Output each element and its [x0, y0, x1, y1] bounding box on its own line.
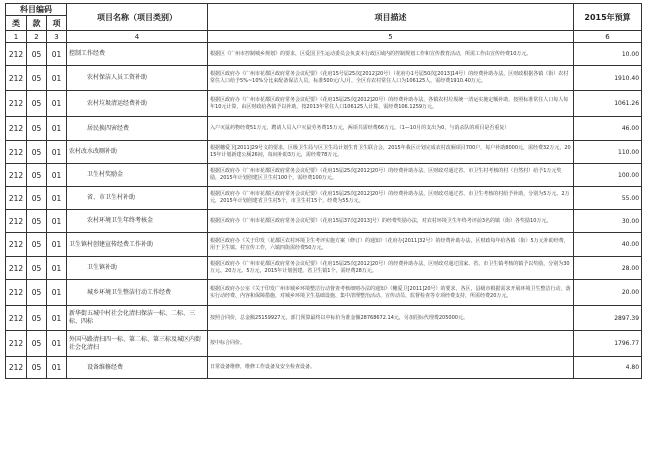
cell-item-name: 农村垃圾清运经费补助 — [67, 91, 208, 117]
cell-xiang: 01 — [47, 164, 67, 187]
cell-lei: 212 — [6, 43, 27, 66]
header-num-1: 1 — [6, 31, 27, 43]
cell-xiang: 01 — [47, 280, 67, 306]
cell-amount: 40.00 — [574, 233, 642, 257]
cell-kuan: 05 — [27, 331, 47, 357]
cell-amount: 1796.77 — [574, 331, 642, 357]
cell-xiang: 01 — [47, 210, 67, 233]
cell-kuan: 05 — [27, 257, 47, 280]
cell-amount: 55.00 — [574, 187, 642, 210]
cell-xiang: 01 — [47, 187, 67, 210]
header-num-6: 6 — [574, 31, 642, 43]
cell-amount: 20.00 — [574, 280, 642, 306]
table-row — [6, 66, 642, 91]
header-budget: 2015年预算 — [574, 4, 642, 31]
header-name: 项目名称（项目类别） — [67, 4, 208, 31]
cell-item-desc: 根据区政府办《广州市花都区政府常务会议纪要》（花府15届25次[2012]20号）的经费补助办法，区财政对通过省、市卫生村考核的村（自然村）给予1万元奖励，2015年计划创建区卫生村100个，需经费100万元。 — [208, 164, 574, 187]
cell-item-name: 城乡环境卫生整洁行动工作经费 — [67, 280, 208, 306]
cell-amount: 100.00 — [574, 164, 642, 187]
cell-lei: 212 — [6, 91, 27, 117]
header-num-3: 3 — [47, 31, 67, 43]
cell-lei: 212 — [6, 357, 27, 379]
cell-item-desc: 根据区政府办《广州市花都区政府常务会议纪要》（花府15届25次[2012]20号）的经费补助办法，各镇农村垃圾统一清运实施定额补助，按照标准常住人口每人每年10元计算，由区财政给各镇予以补助，按2013年常住人口106125人计算，需经费106.1259万元。 — [208, 91, 574, 117]
cell-item-desc: 根据区政府办《广州市花都区政府常务会议纪要》（花府15届37次[2013]号）的经费奖励办法，对农村环境卫生年终考评前3名的镇（街）各奖励10万元。 — [208, 210, 574, 233]
cell-amount: 30.00 — [574, 210, 642, 233]
table-row — [6, 357, 642, 379]
cell-item-name: 设备维修经费 — [67, 357, 208, 379]
header-lei: 类 — [6, 16, 27, 31]
table-row — [6, 43, 642, 66]
table-row — [6, 164, 642, 187]
cell-xiang: 01 — [47, 66, 67, 91]
table-row — [6, 210, 642, 233]
table-row — [6, 280, 642, 306]
cell-lei: 212 — [6, 210, 27, 233]
cell-amount: 46.00 — [574, 117, 642, 141]
cell-kuan: 05 — [27, 141, 47, 164]
cell-lei: 212 — [6, 66, 27, 91]
table-row — [6, 331, 642, 357]
header-kuan: 款 — [27, 16, 47, 31]
cell-xiang: 01 — [47, 257, 67, 280]
cell-kuan: 05 — [27, 187, 47, 210]
cell-xiang: 01 — [47, 233, 67, 257]
cell-item-desc: 按照合同价，总金额25159927元，部门预算最终以中标价为准金额28768672.14元，另加招标代理费205000元。 — [208, 306, 574, 331]
cell-amount: 1061.26 — [574, 91, 642, 117]
cell-item-name: 卫生镇补助 — [67, 257, 208, 280]
cell-lei: 212 — [6, 257, 27, 280]
cell-kuan: 05 — [27, 164, 47, 187]
cell-kuan: 05 — [27, 117, 47, 141]
cell-item-name: 卫生村奖励金 — [67, 164, 208, 187]
cell-kuan: 05 — [27, 210, 47, 233]
cell-item-name: 农村环境卫生年终考核金 — [67, 210, 208, 233]
cell-item-name: 外国马路清扫四一标、第二标、第三标及城区内街社会化清扫 — [67, 331, 208, 357]
cell-xiang: 01 — [47, 43, 67, 66]
header-row-numbers — [6, 31, 642, 43]
cell-xiang: 01 — [47, 331, 67, 357]
cell-item-name: 农村保洁人员工资补助 — [67, 66, 208, 91]
cell-item-name: 农村改水改厕补助 — [67, 141, 208, 164]
cell-item-name: 卫生镇村创建宣传经费工作补助 — [67, 233, 208, 257]
cell-item-desc: 按中标合同价。 — [208, 331, 574, 357]
cell-kuan: 05 — [27, 91, 47, 117]
cell-lei: 212 — [6, 233, 27, 257]
header-desc: 项目描述 — [208, 4, 574, 31]
cell-kuan: 05 — [27, 43, 47, 66]
cell-kuan: 05 — [27, 66, 47, 91]
table-row — [6, 306, 642, 331]
header-num-2: 2 — [27, 31, 47, 43]
table-row — [6, 141, 642, 164]
cell-xiang: 01 — [47, 357, 67, 379]
cell-item-name: 居民换四害经费 — [67, 117, 208, 141]
cell-item-desc: 根据区政府办《广州市花都区政府常务会议纪要》（花府15届25次[2012]20号）的经费补助办法，区财政对通过省、市卫生考核的村给予补助，分别为5万元、2万元，2015年计划创建省卫生村5个，市卫生村15个，经费为55万元。 — [208, 187, 574, 210]
cell-xiang: 01 — [47, 91, 67, 117]
budget-table — [5, 3, 642, 379]
table-row — [6, 187, 642, 210]
cell-amount: 2897.39 — [574, 306, 642, 331]
cell-xiang: 01 — [47, 141, 67, 164]
cell-kuan: 05 — [27, 357, 47, 379]
cell-lei: 212 — [6, 164, 27, 187]
cell-item-name: 新华街五城中村社会化清扫保洁一标、二标、三标、四标 — [67, 306, 208, 331]
header-xiang: 项 — [47, 16, 67, 31]
cell-item-desc: 日常设备维修，维修工作设备及安全检查设备。 — [208, 357, 574, 379]
cell-item-desc: 根据区政府办《广州市花都区政府常务会议纪要》（花府15届25次[2012]20号）的经费补助办法，区财政对通过国家、省、市卫生镇考核的镇予以奖励，分别为30万元、20万元、5万元，2015年计划创建，省卫生镇1个，需经费28万元。 — [208, 257, 574, 280]
cell-lei: 212 — [6, 141, 27, 164]
cell-lei: 212 — [6, 306, 27, 331]
cell-lei: 212 — [6, 331, 27, 357]
header-code-group: 科目编码 — [6, 4, 67, 16]
cell-item-desc: 入户灭鼠药物经费51万元，聘请人员入户灭鼠劳务费15万元，两项共需经费66万元。（1—10月的支出为0，与消杀队的项目是否重复） — [208, 117, 574, 141]
cell-amount: 1910.40 — [574, 66, 642, 91]
header-row-code — [6, 4, 642, 16]
cell-xiang: 01 — [47, 117, 67, 141]
header-num-5: 5 — [208, 31, 574, 43]
cell-xiang: 01 — [47, 306, 67, 331]
cell-amount: 110.00 — [574, 141, 642, 164]
cell-lei: 212 — [6, 117, 27, 141]
cell-item-desc: 根据区政府办公室《关于印发广州市城乡环境整洁行动督查考核细则办法的通知》（穗爱卫[2011]20号）的要求，各区，县级市根据需求开展环境卫生整洁行动，落实行动经费、内容和保障措施，对城乡环境卫生基础设施、集中清理整治活动、宣传动员、监督检查等专项经费支持，所需经费20万元。 — [208, 280, 574, 306]
table-row — [6, 233, 642, 257]
table-row — [6, 117, 642, 141]
cell-item-name: 控制工作经费 — [67, 43, 208, 66]
cell-kuan: 05 — [27, 306, 47, 331]
header-num-4: 4 — [67, 31, 208, 43]
table-row — [6, 257, 642, 280]
cell-item-desc: 根据区政府办《广州市花都区政府常务会议纪要》（花府15号届25次[2012]20号）（花府办1号届50次[2013]14号）的经费补助办法，区财政根据各镇（街）农村常住人口给予5%~10%分比来配备保洁人员，标准500元/人/月，全区有农村常住人口为106125人，需经费1910.40万元。 — [208, 66, 574, 91]
cell-amount: 4.80 — [574, 357, 642, 379]
cell-amount: 10.00 — [574, 43, 642, 66]
cell-kuan: 05 — [27, 233, 47, 257]
budget-rows — [6, 43, 642, 379]
cell-item-desc: 根据区《广州市控制城乡规划》的要求，区爱国卫生运动委员会负责本行政区域内的控制规划工作和宣传教育活动，所需工作由宣传经费10万元。 — [208, 43, 574, 66]
table-row — [6, 91, 642, 117]
cell-lei: 212 — [6, 280, 27, 306]
cell-item-desc: 根据区政府办《关于印发〈花都区农村环境卫生考评实施方案（修订）的通知》（花府办[2011]32号）的经费补助办法，区财政每年给各镇（街）5万元补助经费，用于卫生镇、村宣传工作，六镇四街需经费50万元。 — [208, 233, 574, 257]
cell-kuan: 05 — [27, 280, 47, 306]
cell-item-desc: 根据穗爱卫[2011]29号文的要求，区级卫生局与区卫生局计划生育卫生联合会，2015年我区计划完成农村改厕项目700户，每户补助8000元，需经费32万元，2015年计划新建公厕26间，每间补助3万元，需经费78万元。 — [208, 141, 574, 164]
cell-item-name: 省、市卫生村补助 — [67, 187, 208, 210]
cell-lei: 212 — [6, 187, 27, 210]
cell-amount: 28.00 — [574, 257, 642, 280]
